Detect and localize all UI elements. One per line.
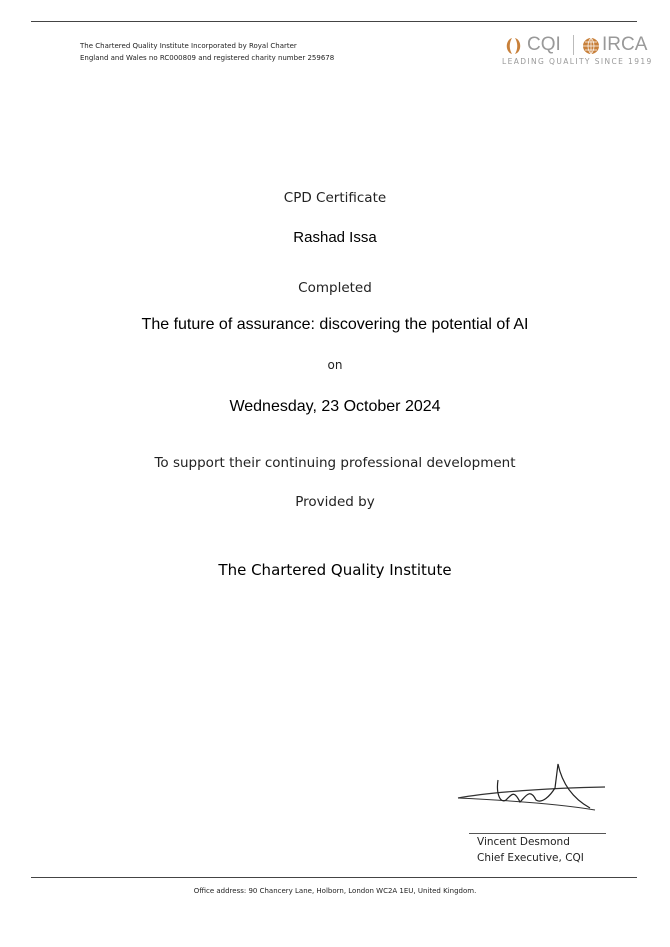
recipient-name: Rashad Issa [293, 229, 377, 246]
header-legal-text [80, 40, 334, 64]
top-divider [31, 21, 637, 22]
cqi-text: CQI [527, 34, 561, 55]
bottom-divider [31, 877, 637, 878]
logo-tagline: LEADING QUALITY SINCE 1919 [502, 57, 653, 66]
logo-divider [573, 35, 574, 55]
on-label: on [327, 358, 343, 372]
certificate-title: CPD Certificate [283, 190, 387, 206]
globe-icon [582, 37, 600, 55]
irca-text: IRCA [602, 34, 648, 55]
cqi-mark-icon [503, 37, 525, 55]
cqi-irca-logo [500, 34, 652, 70]
course-title: The future of assurance: discovering the potential of AI [141, 316, 529, 333]
provider-name: The Chartered Quality Institute [218, 561, 452, 579]
signature-line [469, 833, 606, 834]
header-line-1: The Chartered Quality Institute Incorporated by Royal Charter [80, 42, 297, 50]
signatory-name: Vincent Desmond [477, 836, 570, 848]
provided-by-label: Provided by [295, 494, 375, 510]
completion-date: Wednesday, 23 October 2024 [229, 398, 441, 415]
signature [450, 758, 620, 818]
completed-label: Completed [298, 280, 372, 296]
header-line-2: England and Wales no RC000809 and registered charity number 259678 [80, 54, 335, 62]
signatory-title: Chief Executive, CQI [477, 852, 584, 864]
office-address: Office address: 90 Chancery Lane, Holborn, London WC2A 1EU, United Kingdom. [193, 887, 477, 895]
purpose-text: To support their continuing professional development [154, 455, 516, 471]
